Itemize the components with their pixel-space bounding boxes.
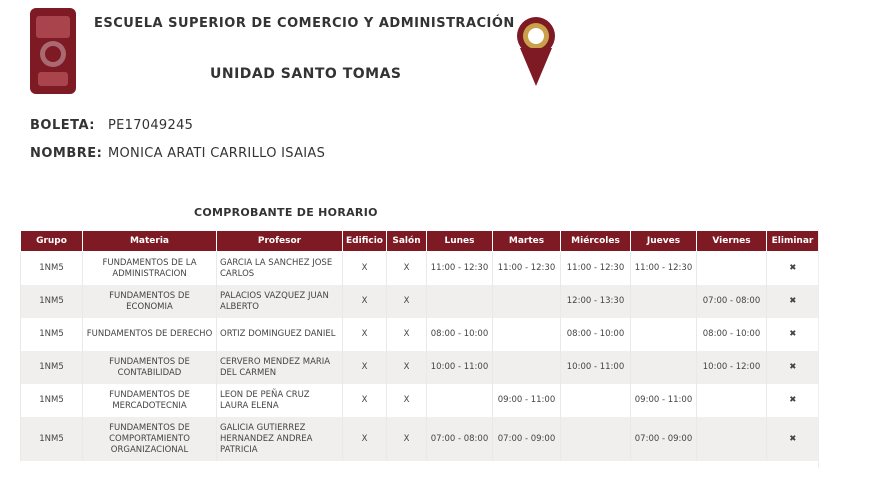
cell-profesor: GALICIA GUTIERREZ HERNANDEZ ANDREA PATRICIA [217, 417, 343, 461]
cell-lunes: 07:00 - 08:00 [427, 417, 493, 461]
col-header: Materia [83, 231, 217, 252]
table-row [21, 384, 819, 417]
cell-salon: X [387, 318, 427, 351]
cell-jueves: 07:00 - 09:00 [631, 417, 697, 461]
schedule-title: COMPROBANTE DE HORARIO [194, 206, 378, 219]
cell-edificio: X [343, 285, 387, 318]
cell-profesor: CERVERO MENDEZ MARIA DEL CARMEN [217, 351, 343, 384]
cell-miercoles [561, 384, 631, 417]
cell-materia: FUNDAMENTOS DE MERCADOTECNIA [83, 384, 217, 417]
delete-icon[interactable]: ✖ [767, 417, 819, 461]
table-row [21, 285, 819, 318]
cell-salon: X [387, 285, 427, 318]
col-header: Grupo [21, 231, 83, 252]
schedule-table [20, 230, 819, 461]
cell-martes: 07:00 - 09:00 [493, 417, 561, 461]
delete-icon[interactable]: ✖ [767, 318, 819, 351]
nombre-value: MONICA ARATI CARRILLO ISAIAS [108, 146, 326, 161]
cell-materia: FUNDAMENTOS DE ECONOMIA [83, 285, 217, 318]
school-name: ESCUELA SUPERIOR DE COMERCIO Y ADMINISTRACIÓN [94, 16, 515, 31]
cell-viernes [697, 252, 767, 286]
cell-grupo: 1NM5 [21, 318, 83, 351]
cell-viernes [697, 417, 767, 461]
cell-martes [493, 318, 561, 351]
cell-salon: X [387, 384, 427, 417]
col-header: Lunes [427, 231, 493, 252]
cell-jueves [631, 351, 697, 384]
table-row [21, 252, 819, 286]
cell-jueves [631, 285, 697, 318]
unit-name: UNIDAD SANTO TOMAS [210, 66, 402, 82]
cell-viernes: 10:00 - 12:00 [697, 351, 767, 384]
table-border [818, 230, 819, 468]
nombre-label: NOMBRE: [30, 146, 103, 161]
cell-edificio: X [343, 351, 387, 384]
cell-profesor: PALACIOS VAZQUEZ JUAN ALBERTO [217, 285, 343, 318]
cell-miercoles [561, 417, 631, 461]
cell-edificio: X [343, 417, 387, 461]
col-header: Viernes [697, 231, 767, 252]
cell-martes [493, 351, 561, 384]
table-row [21, 351, 819, 384]
cell-salon: X [387, 417, 427, 461]
cell-grupo: 1NM5 [21, 384, 83, 417]
nombre-row [30, 146, 325, 161]
boleta-label: BOLETA: [30, 118, 95, 133]
cell-martes [493, 285, 561, 318]
cell-salon: X [387, 252, 427, 286]
cell-lunes [427, 384, 493, 417]
esca-logo [514, 16, 558, 88]
cell-miercoles: 08:00 - 10:00 [561, 318, 631, 351]
cell-jueves: 11:00 - 12:30 [631, 252, 697, 286]
cell-lunes [427, 285, 493, 318]
col-header: Martes [493, 231, 561, 252]
table-row [21, 417, 819, 461]
delete-icon[interactable]: ✖ [767, 351, 819, 384]
cell-profesor: LEON DE PEÑA CRUZ LAURA ELENA [217, 384, 343, 417]
ipn-logo [28, 6, 78, 96]
cell-lunes: 11:00 - 12:30 [427, 252, 493, 286]
cell-grupo: 1NM5 [21, 252, 83, 286]
cell-jueves: 09:00 - 11:00 [631, 384, 697, 417]
col-header: Eliminar [767, 231, 819, 252]
cell-materia: FUNDAMENTOS DE LA ADMINISTRACION [83, 252, 217, 286]
cell-materia: FUNDAMENTOS DE DERECHO [83, 318, 217, 351]
schedule-table-container [20, 230, 818, 461]
delete-icon[interactable]: ✖ [767, 285, 819, 318]
cell-viernes: 07:00 - 08:00 [697, 285, 767, 318]
boleta-row [30, 118, 193, 133]
cell-edificio: X [343, 252, 387, 286]
cell-miercoles: 12:00 - 13:30 [561, 285, 631, 318]
cell-viernes [697, 384, 767, 417]
boleta-value: PE17049245 [108, 118, 194, 133]
cell-martes: 11:00 - 12:30 [493, 252, 561, 286]
col-header: Edificio [343, 231, 387, 252]
cell-profesor: ORTIZ DOMINGUEZ DANIEL [217, 318, 343, 351]
cell-edificio: X [343, 318, 387, 351]
cell-miercoles: 10:00 - 11:00 [561, 351, 631, 384]
cell-martes: 09:00 - 11:00 [493, 384, 561, 417]
cell-jueves [631, 318, 697, 351]
col-header: Miércoles [561, 231, 631, 252]
cell-grupo: 1NM5 [21, 417, 83, 461]
cell-profesor: GARCIA LA SANCHEZ JOSE CARLOS [217, 252, 343, 286]
cell-materia: FUNDAMENTOS DE CONTABILIDAD [83, 351, 217, 384]
cell-salon: X [387, 351, 427, 384]
cell-materia: FUNDAMENTOS DE COMPORTAMIENTO ORGANIZACIONAL [83, 417, 217, 461]
cell-lunes: 08:00 - 10:00 [427, 318, 493, 351]
cell-viernes: 08:00 - 10:00 [697, 318, 767, 351]
table-header-row [21, 231, 819, 252]
cell-grupo: 1NM5 [21, 285, 83, 318]
cell-miercoles: 11:00 - 12:30 [561, 252, 631, 286]
delete-icon[interactable]: ✖ [767, 384, 819, 417]
cell-lunes: 10:00 - 11:00 [427, 351, 493, 384]
cell-grupo: 1NM5 [21, 351, 83, 384]
col-header: Jueves [631, 231, 697, 252]
col-header: Salón [387, 231, 427, 252]
cell-edificio: X [343, 384, 387, 417]
col-header: Profesor [217, 231, 343, 252]
delete-icon[interactable]: ✖ [767, 252, 819, 286]
table-row [21, 318, 819, 351]
